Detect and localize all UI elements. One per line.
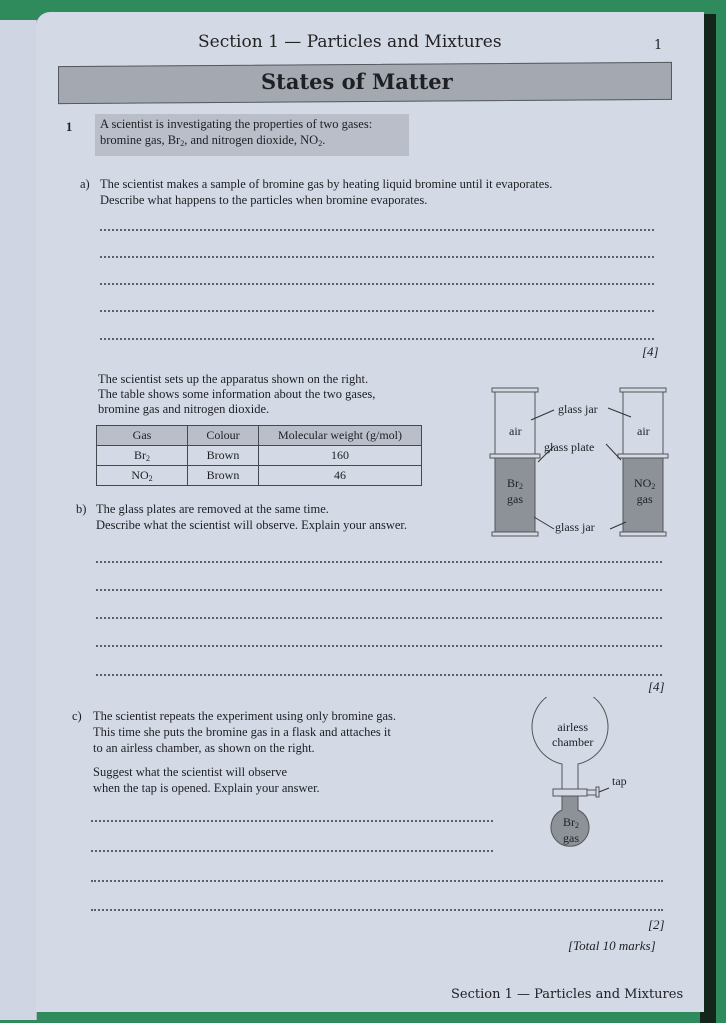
answer-line[interactable] (91, 850, 493, 852)
column-header: Gas (97, 426, 188, 446)
question-number: 1 (66, 120, 73, 134)
label-br2-gas: $Br_2$ gas (507, 476, 523, 506)
left-page-edge (0, 20, 37, 1020)
answer-line[interactable] (91, 909, 663, 911)
part-b-marks: [4] (648, 679, 665, 694)
part-c-line2: This time she puts the bromine gas in a flask and attaches it (93, 725, 391, 739)
table-cell-gas: $Br_2$ (97, 446, 188, 466)
label-tap: tap (612, 774, 627, 788)
part-c-marks: [2] (648, 917, 665, 932)
right-jar (618, 388, 668, 536)
gas-table (96, 425, 422, 486)
intro-text: . (322, 133, 326, 147)
answer-line[interactable] (96, 589, 662, 591)
label-glass-jar-bottom: glass jar (555, 520, 595, 534)
intro-text: , and nitrogen dioxide, NO (184, 133, 319, 147)
intro-text: bromine gas, Br (100, 133, 181, 147)
page-title: States of Matter (261, 69, 453, 94)
part-a-line1: The scientist makes a sample of bromine gas by heating liquid bromine until it evaporates. (100, 177, 553, 191)
answer-line[interactable] (100, 310, 654, 312)
subscript: 2 (180, 139, 185, 148)
label-flask-br2-gas: $Br_2$ gas (563, 815, 579, 845)
answer-line[interactable] (96, 561, 662, 563)
answer-line[interactable] (91, 880, 663, 882)
answer-line[interactable] (91, 820, 493, 822)
answer-line[interactable] (100, 338, 654, 340)
label-air-right: air (637, 424, 650, 438)
part-a-marks: [4] (642, 344, 659, 359)
answer-line[interactable] (96, 645, 662, 647)
label-no2-gas: $NO_2$ gas (634, 476, 656, 506)
table-cell-weight: 160 (259, 446, 422, 466)
table-header-row (97, 426, 422, 446)
left-jar (490, 388, 540, 536)
part-c-label: c) (72, 709, 82, 723)
total-marks: [Total 10 marks] (568, 938, 656, 953)
answer-line[interactable] (96, 674, 662, 676)
section-header: Section 1 — Particles and Mixtures (198, 32, 502, 52)
table-cell-weight: 46 (259, 466, 422, 486)
answer-line[interactable] (100, 283, 654, 285)
label-airless-chamber: airless chamber (552, 720, 594, 749)
page-number: 1 (654, 38, 663, 53)
label-glass-jar-top: glass jar (558, 402, 598, 416)
answer-line[interactable] (100, 229, 654, 231)
label-air-left: air (509, 424, 522, 438)
table-cell-colour: Brown (188, 446, 259, 466)
subscript: 2 (318, 139, 323, 148)
part-c-line4: Suggest what the scientist will observe (93, 765, 288, 779)
answer-line[interactable] (96, 617, 662, 619)
column-header: Colour (188, 426, 259, 446)
question-intro-line2 (100, 133, 325, 151)
part-b-line2: Describe what the scientist will observe. Explain your answer. (96, 518, 408, 532)
part-c-line1: The scientist repeats the experiment using only bromine gas. (93, 709, 397, 723)
answer-line[interactable] (100, 256, 654, 258)
setup-line1: The scientist sets up the apparatus shown on the right. (98, 372, 369, 386)
part-b-line1: The glass plates are removed at the same time. (96, 502, 329, 516)
part-b-label: b) (76, 502, 87, 516)
table-cell-colour: Brown (188, 466, 259, 486)
setup-line2: The table shows some information about the two gases, (98, 387, 376, 401)
table-row (97, 466, 422, 486)
question-intro-line1: A scientist is investigating the properties of two gases: (100, 117, 373, 131)
part-c-line5: when the tap is opened. Explain your answer. (93, 781, 320, 795)
worksheet-page (36, 12, 704, 1012)
label-glass-plate: glass plate (544, 440, 595, 454)
part-a-line2: Describe what happens to the particles when bromine evaporates. (100, 193, 428, 207)
part-a-label: a) (80, 177, 90, 191)
table-row (97, 446, 422, 466)
part-c-line3: to an airless chamber, as shown on the right. (93, 741, 315, 755)
table-cell-gas: $NO_2$ (97, 466, 188, 486)
column-header: Molecular weight (g/mol) (259, 426, 422, 446)
page-footer: Section 1 — Particles and Mixtures (451, 987, 684, 1002)
setup-line3: bromine gas and nitrogen dioxide. (98, 402, 270, 416)
